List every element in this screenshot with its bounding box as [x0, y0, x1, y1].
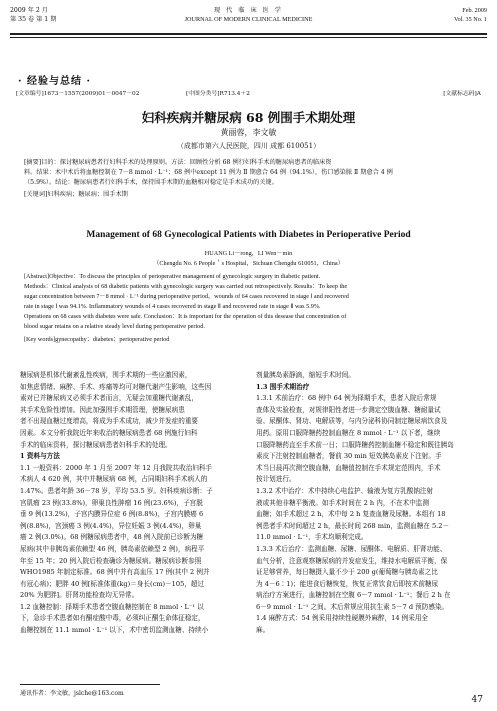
body-line: 1.4 麻醉方式：54 例采用持续性硬膜外麻醉，14 例采用全 — [256, 614, 429, 623]
abstract-en-line: rate in stage Ⅰ was 94.1%. Inflammatory wounds of 4 cases recovered in stage Ⅱ and recovered rate in stage Ⅱ was 5.9%. — [24, 303, 321, 310]
body-line: 手术的临床资料，探讨糖尿病患者妇科手术的处理。 — [20, 440, 172, 449]
abstract-cn — [24, 158, 473, 200]
body-line: 病治疗方案进行，血糖控制在空腹 6－7 mmol · L⁻¹；餐后 2 h 在 — [256, 591, 451, 600]
body-line: 术病人 4 620 例，其中并糖尿病 68 例，占同期妇科手术病人的 — [20, 475, 208, 484]
abstract-en-line: [Abstract]Objective：To discuss the principles of perioperative management of gynecologic surgery in diabetic patient. — [24, 273, 321, 280]
document-number: [文章编号]1673－1557(2009)01－0047－02 — [16, 91, 140, 97]
affiliation-en: （Chengdu No. 6 People＇s Hospital，Sichuan Chengdu 610051，China） — [153, 260, 344, 267]
section-label: · 经验与总结 · — [18, 76, 91, 87]
footnote: 通讯作者：李文敏，jslche@163.com — [20, 690, 124, 697]
body-line: 1.47%。患者年龄 36－78 岁，平均 53.5 岁。妇科疾病诊断：子 — [20, 486, 213, 495]
article-authors: 黄丽蓉，李文敏 — [220, 128, 277, 137]
article-affiliation: （成都市第六人民医院，四川 成都 610051） — [176, 142, 321, 150]
issue-date-en: Feb. 2009 — [462, 7, 487, 14]
journal-name-en: JOURNAL OF MODERN CLINICAL MEDICINE — [184, 16, 313, 23]
body-line: 例患者手术时间超过 2 h，最长时间 268 min，监测血糖在 5.2－ — [256, 521, 450, 530]
running-header — [10, 6, 487, 30]
body-line: 素皮下注射控制血糖者，餐前 30 min 短效胰岛素皮下注射。手 — [256, 452, 442, 461]
body-line: 因素。本文分析我院近年来收治的糖尿病患者 68 例施行妇科 — [20, 428, 198, 437]
abstract-line: （5.9%）。结论：糖尿病患者行妇科手术，保持围手术期的血糖相对稳定是手术成功的关键。 — [24, 179, 278, 186]
body-line: 口服降糖药直至手术前一日；口服降糖药控制血糖不稳定和既往胰岛 — [256, 440, 454, 449]
body-line: 证足够营养，每日糖摄入量不少于 200 g(葡萄糖与胰岛素之比 — [256, 568, 438, 577]
keywords-en: [Key words]gynecopathy；diabetes；perioperative period — [24, 336, 170, 343]
body-line: 6－9 mmol · L⁻¹ 之间。术后常规应用抗生素 5－7 d 预防感染。 — [256, 602, 449, 611]
title-en: Management of 68 Gynecological Patients with Diabetes in Perioperative Period — [86, 230, 411, 240]
journal-name-cn: 现 代 临 床 医 学 — [214, 7, 283, 14]
body-line: 1 资料与方法 — [20, 452, 60, 461]
body-line: 1.1 一般资料：2000 年 1 月至 2007 年 12 月我院共收治妇科手 — [20, 463, 213, 472]
volume-issue: 第 35 卷 第 1 期 — [10, 16, 57, 23]
body-line: 年至 15 年；20 例入院后检查确诊为糖尿病。糖尿病诊断参照 — [20, 556, 202, 565]
body-line: 11.0 mmol · L⁻¹，手术均顺利完成。 — [256, 533, 368, 542]
body-line: 20% 为肥胖]。肝肾功能检查均无异常。 — [20, 591, 139, 600]
body-line: 1.3 围手术期治疗 — [256, 382, 310, 391]
body-line: 麻。 — [256, 626, 270, 635]
body-line: 有冠心病)；肥胖 40 例[标准体重(kg)＝身长(cm)－105，超过 — [20, 579, 205, 588]
body-line: 者不出现血糖过度增高，将成为手术成功，减少并发症的重要 — [20, 417, 199, 426]
issue-date: 2009 年 2 月 — [10, 7, 48, 14]
body-line: 素对已并糖尿病又必须手术者而言，无疑会加重糖代谢紊乱， — [20, 394, 199, 403]
abstract-en-line: Operations on 68 cases with diabetes were safe. Conclusion：It is important for the operation of this desease that concentration of — [24, 313, 347, 320]
classification-number: [中图分类号]R713.4＋2 — [186, 91, 250, 97]
body-line: 宫肌瘤 23 例(33.8%)，卵巢良性肿瘤 16 例(23.6%)，子宫脱 — [20, 498, 203, 507]
body-line: 例(8.8%)，宫颈癌 3 例(4.4%)，异位妊娠 3 例(4.4%)，卵巢 — [20, 521, 202, 530]
abstract-en — [24, 272, 473, 345]
body-column-right — [256, 370, 482, 637]
body-line: 按计划进行。 — [256, 475, 296, 484]
body-line: 1.3.2 术中治疗：术中持续心电监护、输液为复方乳酸钠注射 — [256, 486, 434, 495]
article-title: 妇科疾病并糖尿病 68 例围手术期处理 — [141, 110, 356, 125]
body-line: 验、尿酮体、肾功、电解质等，与内分泌科协同制定糖尿病饮食及 — [256, 417, 448, 426]
footnote-rule — [20, 684, 160, 685]
abstract-line: 料。结果：术中术后将血糖控制在 7－8 mmol · L⁻¹；68 例中except 11 例为 Ⅱ 期愈合 64 例（94.1%），伤口感染脓 Ⅱ 期愈合 4 例 — [24, 169, 393, 176]
body-column-left — [20, 370, 246, 637]
abstract-en-line: Methods：Clinical analysis of 68 diabetic patients with gynecologic surgery was carried out retrospectively. Results：To keep the — [24, 283, 348, 290]
body-line: 用药。原用口服降糖药控制血糖在 8 mmol · L⁻¹ 以下者，继续 — [256, 428, 441, 437]
volume-issue-en: Vol. 35 No. 1 — [453, 16, 487, 23]
body-line: 液或其他非糖平衡液。如手术时间在 2 h 内，不在术中监测 — [256, 498, 429, 507]
body-line: 垂 9 例(13.2%)，子宫内膜异位症 6 例(8.8%)，子宫内膜癌 6 — [20, 510, 204, 519]
body-line: 血糖控制在 11.1 mmol · L⁻¹ 以下，术中密切监测血糖、持续小 — [20, 626, 209, 635]
body-line: 糖尿病是机体代谢紊乱性疾病，围手术期的一些应激因素， — [20, 371, 192, 379]
header-rule-thin — [10, 37, 487, 38]
body-line: 血气分析，注意观察糖尿病的并发症发生，维持水电解质平衡，保 — [256, 556, 448, 565]
body-line: 其手术危险性增加。因此加强围手术期管理，使糖尿病患 — [20, 405, 185, 414]
body-line: 查体及实验检查，对规律阳性者进一步测定空腹血糖、糖耐量试 — [256, 405, 441, 414]
body-line: 癌 2 例(3.0%)。68 例糖尿病患者中，48 例入院前已诊断为糖 — [20, 533, 204, 542]
abstract-line: [摘要]目的：探讨糖尿病患者行妇科手术的处理原则。方法：回顾性分析 68 例行妇科手术的糖尿病患者的临床资 — [24, 159, 332, 166]
document-code: [文献标志码]A — [443, 91, 481, 97]
body-line: 为 4－6∶1)；能进食后糖恢复，恢复正常饮食后即按术前糖尿 — [256, 579, 439, 588]
abstract-en-line: blood sugar retains on a relative steady level during perioperative period. — [24, 323, 205, 330]
authors-en: HUANG Li－rong，LI Wen－min — [204, 250, 293, 257]
body-line: 剂量胰岛素静滴，缩短手术时间。 — [256, 371, 355, 379]
body-line: 1.3.1 术前治疗：68 例中 64 例为择期手术，患者入院后常规 — [256, 394, 437, 403]
body-line: 下，急诊手术患者如有酮症酸中毒，必须纠正酮生命体征稳定， — [20, 614, 205, 623]
body-line: 1.3.3 术后治疗：监测血糖、尿糖、尿酮体、电解质、肝肾功能、 — [256, 544, 447, 553]
page-number: 47 — [471, 695, 483, 705]
body-line: 术当日晨再次测空腹血糖，血糖值控制在手术规定范围内，手术 — [256, 463, 441, 472]
header-rule — [10, 33, 487, 35]
abstract-en-line: sugar concentration between 7－8 mmol · L⁻¹ during perioperative period，wounds of 64 cases recovered in stage Ⅰ and recovered — [24, 293, 349, 300]
body-line: 尿病(其中非胰岛素依赖型 46 例，胰岛素依赖型 2 例)，病程平 — [20, 544, 205, 553]
body-line: 如焦虑情绪、麻醉、手术、疼痛等均可对糖代谢产生影响，这些因 — [20, 382, 212, 391]
body-line: WHO1985 年制定标准。68 例中并有高血压 17 例(其中 2 例并 — [20, 568, 210, 577]
keywords-cn: [关键词]妇科疾病；糖尿病；围手术期 — [24, 191, 128, 198]
body-line: 血糖；如手术超过 2 h，术中每 2 h 复查血糖及尿糖。本组有 18 — [256, 510, 446, 519]
body-line: 1.2 血糖控制：择期手术患者空腹血糖控制在 8 mmol · L⁻¹ 以 — [20, 602, 204, 611]
